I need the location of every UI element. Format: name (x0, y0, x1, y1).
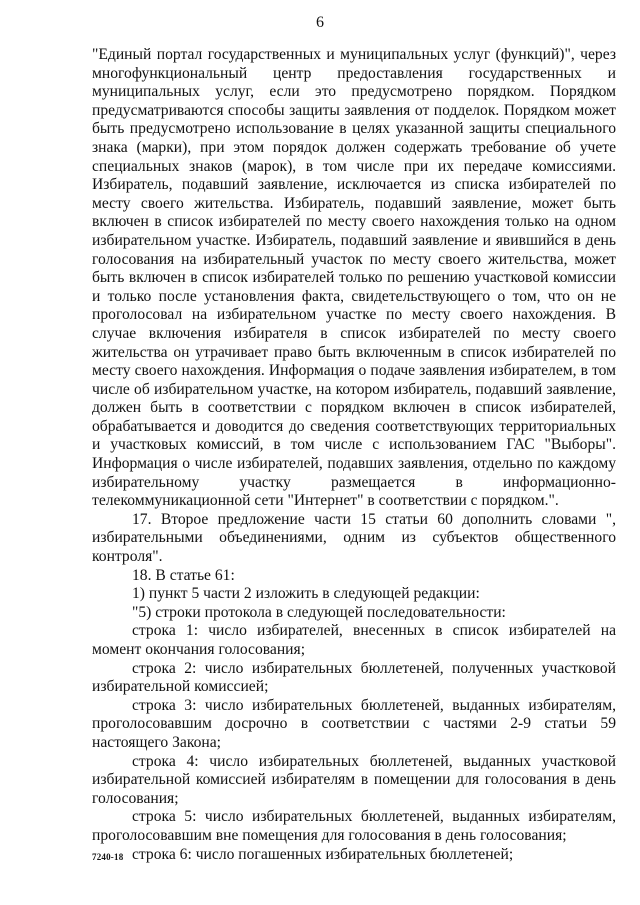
paragraph: строка 5: число избирательных бюллетеней, выданных избирателям, проголосовавшим вне помещения для голосования в день голосования; (92, 808, 616, 844)
paragraph: строка 1: число избирателей, внесенных в список избирателей на момент окончания голосования; (92, 622, 616, 658)
document-body (92, 46, 616, 864)
paragraph: 1) пункт 5 части 2 изложить в следующей редакции: (132, 585, 480, 603)
paragraph: 17. Второе предложение части 15 статьи 60 дополнить словами ", избирательными объединениями, одним из субъектов общественного контроля". (92, 510, 616, 566)
paragraph: "Единый портал государственных и муниципальных услуг (функций)", через многофункциональный центр предоставления государственных и муниципальных услуг, если это предусмотрено порядком. Порядком предусматриваются способы защиты заявления от подделок. Порядком может быть предусмотрено использование в целях указанной защиты специального знака (марки), при этом порядок должен содержать требование об учете специальных знаков (марок), в том числе при их передаче комиссиями. Избиратель, подавший заявление, исключается из списка избирателей по месту своего жительства. Избиратель, подавший заявление, может быть включен в список избирателей по месту своего нахождения только на одном избирательном участке. Избиратель, подавший заявление и явившийся в день голосования на избирательный участок по месту своего жительства, может быть включен в список избирателей только по решению участковой комиссии и только после установления факта, свидетельствующего о том, что он не проголосовал на избирательном участке по месту своего нахождения. В случае включения избирателя в список избирателей по месту своего жительства он утрачивает право быть включенным в список избирателей по месту своего нахождения. Информация о подаче заявления избирателем, в том числе об избирательном участке, на котором избиратель, подавший заявление, должен быть в соответствии с порядком включен в список избирателей, обрабатывается и доводится до сведения соответствующих территориальных и участковых комиссий, в том числе с использованием ГАС "Выборы". Информация о числе избирателей, подавших заявления, отдельно по каждому избирательному участку размещается в информационно-телекоммуникационной сети "Интернет" в соответствии с порядком.". (92, 46, 616, 510)
page-number: 6 (316, 14, 324, 31)
paragraph: строка 3: число избирательных бюллетеней, выданных избирателям, проголосовавшим досрочно в соответствии с частями 2-9 статьи 59 настоящего Закона; (92, 696, 616, 751)
document-code: 7240-18 (92, 852, 124, 862)
paragraph: строка 4: число избирательных бюллетеней, выданных участковой избирательной комиссией избирателям в помещении для голосования в день голосования; (92, 752, 616, 807)
paragraph: строка 6: число погашенных избирательных бюллетеней; (132, 845, 514, 863)
paragraph: 18. В статье 61: (132, 566, 235, 584)
paragraph: строка 2: число избирательных бюллетеней, полученных участковой избирательной комиссией; (92, 659, 616, 696)
paragraph: "5) строки протокола в следующей последовательности: (132, 603, 506, 621)
